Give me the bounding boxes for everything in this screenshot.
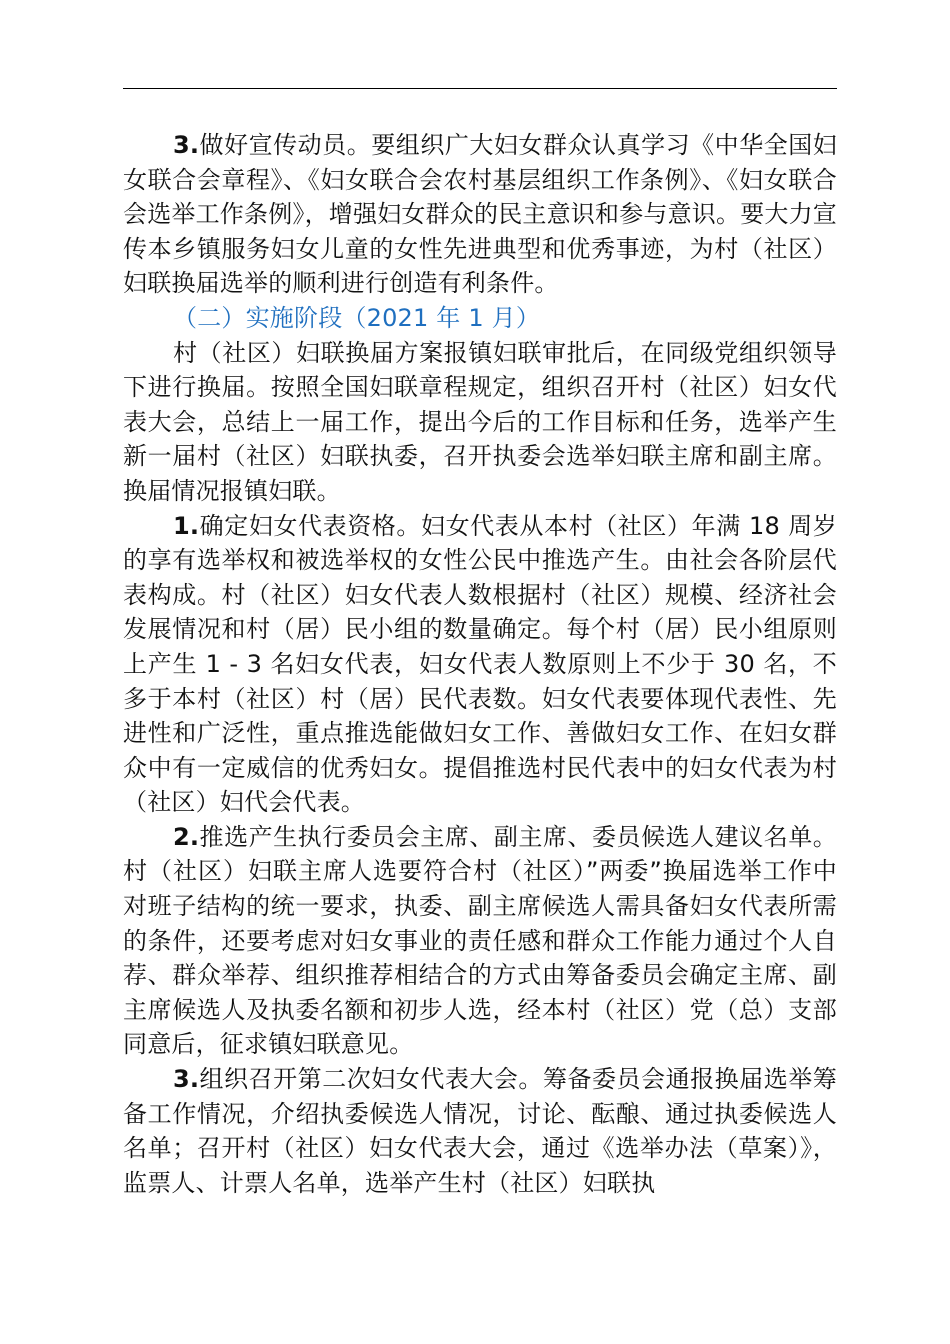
paragraph-text: 确定妇女代表资格。妇女代表从本村（社区）年满 18 周岁的享有选举权和被选举权的女性公民中推选产生。由社会各阶层代表构成。村（社区）妇女代表人数根据村（社区）规模、经济社会发展情况和村（居）民小组的数量确定。每个村（居）民小组原则上产生 1 - 3 名妇女代表，妇女代表人数原则上不少于 30 名，不多于本村（社区）村（居）民代表数。妇女代表要体现代表性、先进性和广泛性，重点推选能做妇女工作、善做妇女工作、在妇女群众中有一定威信的优秀妇女。提倡推选村民代表中的妇女代表为村（社区）妇代会代表。 [123, 511, 837, 817]
header-rule [123, 88, 837, 89]
item-number: 1. [173, 511, 200, 540]
paragraph-text: 推选产生执行委员会主席、副主席、委员候选人建议名单。村（社区）妇联主席人选要符合村（社区）”两委”换届选举工作中对班子结构的统一要求，执委、副主席候选人需具备妇女代表所需的条件，还要考虑对妇女事业的责任感和群众工作能力通过个人自荐、群众举荐、组织推荐相结合的方式由筹备委员会确定主席、副主席候选人及执委名额和初步人选，经本村（社区）党（总）支部同意后，征求镇妇联意见。 [123, 822, 837, 1059]
paragraph-implementation-intro [123, 336, 837, 509]
paragraph-publicity [123, 128, 837, 301]
item-number: 3. [173, 131, 200, 159]
paragraph-second-congress [123, 1062, 837, 1200]
paragraph-delegate-qualification [123, 509, 837, 820]
paragraph-text: 做好宣传动员。要组织广大妇女群众认真学习《中华全国妇女联合会章程》、《妇女联合会农村基层组织工作条例》、《妇女联合会选举工作条例》，增强妇女群众的民主意识和参与意识。要大力宣传本乡镇服务妇女儿童的女性先进典型和优秀事迹，为村（社区）妇联换届选举的顺利进行创造有利条件。 [123, 131, 837, 298]
paragraph-candidate-list [123, 820, 837, 1062]
paragraph-text: 村（社区）妇联换届方案报镇妇联审批后，在同级党组织领导下进行换届。按照全国妇联章程规定，组织召开村（社区）妇女代表大会，总结上一届工作，提出今后的工作目标和任务，选举产生新一届村（社区）妇联执委，召开执委会选举妇联主席和副主席。换届情况报镇妇联。 [123, 338, 837, 505]
document-body [123, 128, 837, 1200]
item-number: 2. [173, 822, 200, 851]
paragraph-text: 组织召开第二次妇女代表大会。筹备委员会通报换届选举筹备工作情况，介绍执委候选人情况，讨论、酝酿、通过执委候选人名单；召开村（社区）妇女代表大会，通过《选举办法（草案）》，监票人、计票人名单，选举产生村（社区）妇联执 [123, 1065, 837, 1197]
section-heading-implementation: （二）实施阶段（2021 年 1 月） [173, 303, 541, 332]
item-number: 3. [173, 1065, 200, 1094]
